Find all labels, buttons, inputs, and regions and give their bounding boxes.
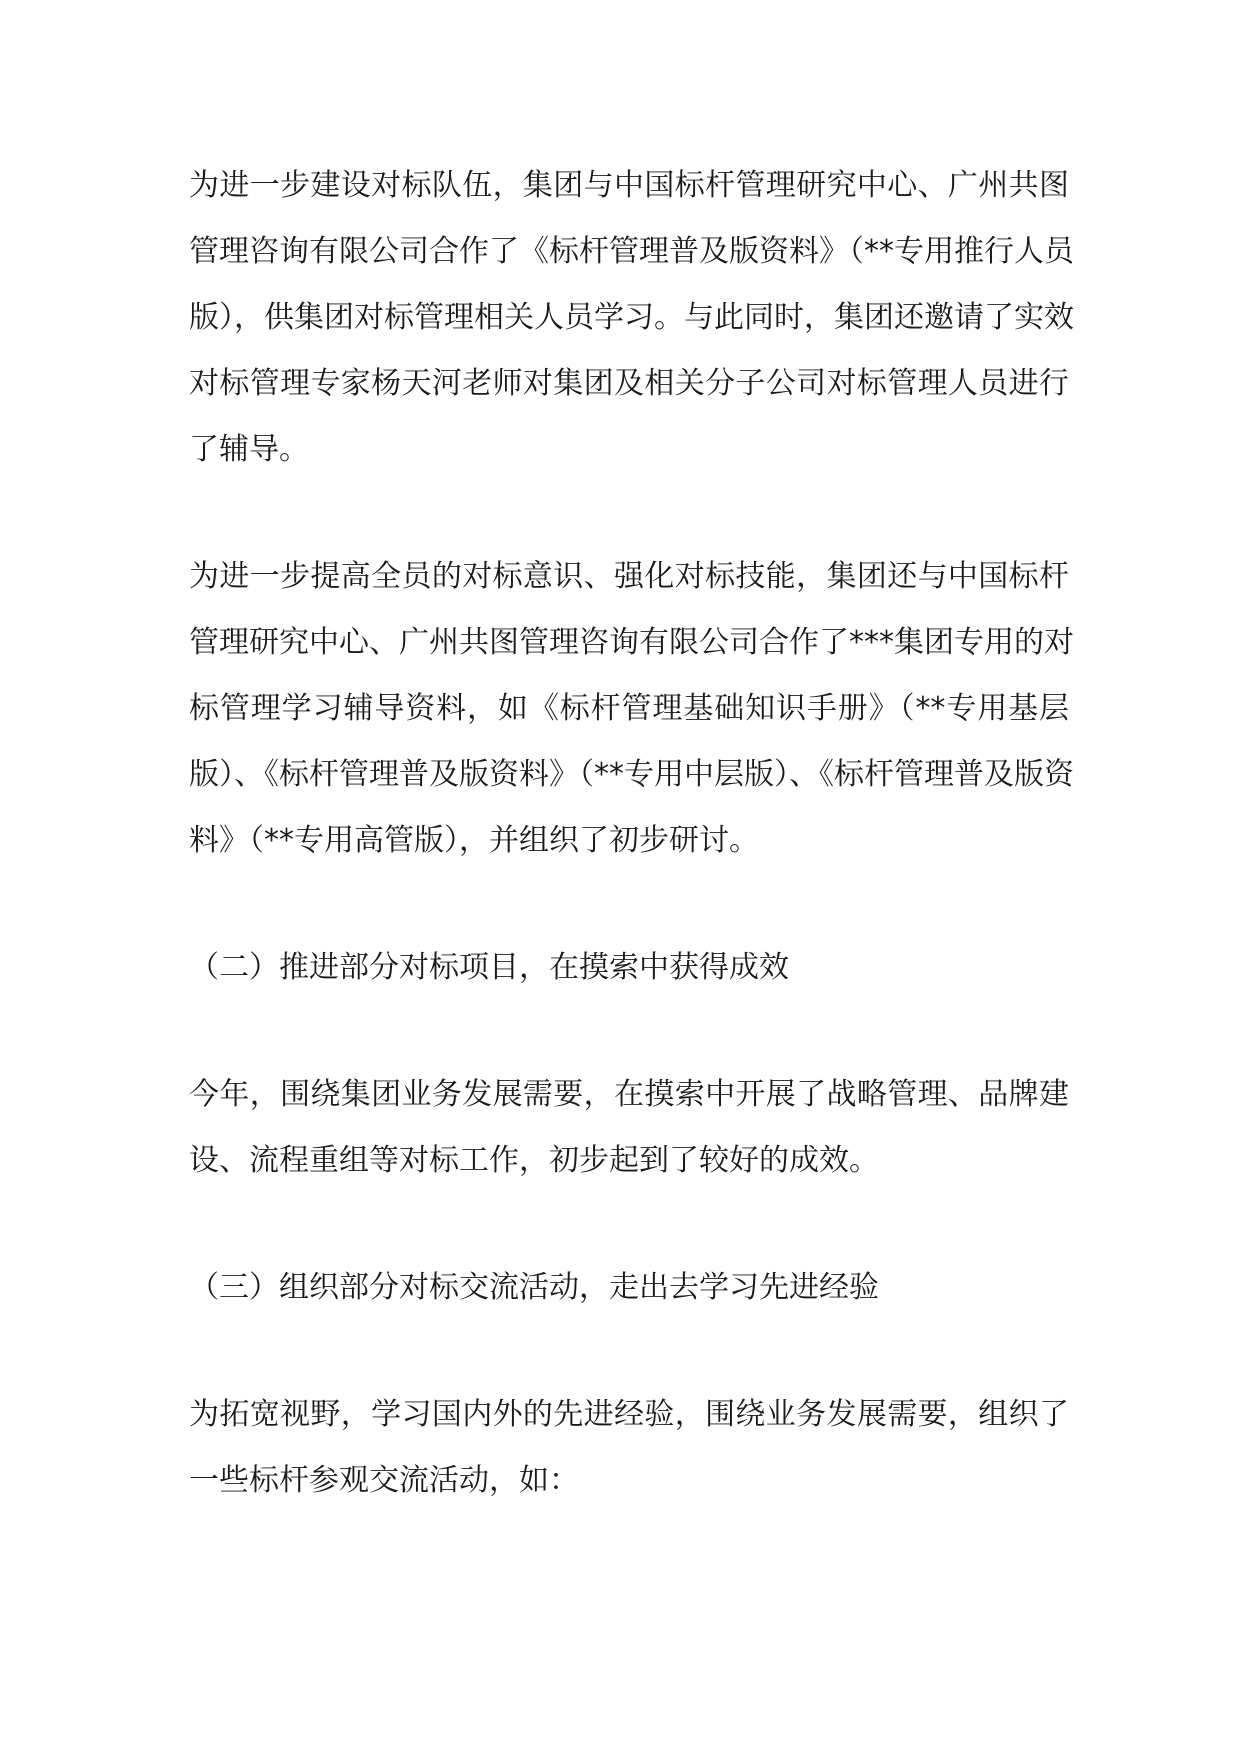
paragraph-line: 一些标杆参观交流活动，如： bbox=[189, 1463, 579, 1498]
paragraph-line: 了辅导。 bbox=[189, 432, 309, 467]
paragraph-line: 为拓宽视野，学习国内外的先进经验，围绕业务发展需要，组织了 bbox=[189, 1397, 1069, 1432]
section-heading: （二）推进部分对标项目，在摸索中获得成效 bbox=[189, 950, 789, 985]
paragraph-line: 为进一步提高全员的对标意识、强化对标技能，集团还与中国标杆 bbox=[189, 559, 1069, 594]
paragraph-line: 设、流程重组等对标工作，初步起到了较好的成效。 bbox=[189, 1143, 879, 1178]
paragraph-line: 版）、《标杆管理普及版资料》（**专用中层版）、《标杆管理普及版资 bbox=[189, 757, 1074, 792]
paragraph-line: 对标管理专家杨天河老师对集团及相关分子公司对标管理人员进行 bbox=[189, 366, 1069, 401]
paragraph-line: 版），供集团对标管理相关人员学习。与此同时，集团还邀请了实效 bbox=[189, 300, 1074, 335]
paragraph-line: 标管理学习辅导资料，如《标杆管理基础知识手册》（**专用基层 bbox=[189, 691, 1069, 726]
paragraph-line: 管理研究中心、广州共图管理咨询有限公司合作了***集团专用的对 bbox=[189, 625, 1074, 660]
section-heading: （三）组织部分对标交流活动，走出去学习先进经验 bbox=[189, 1270, 879, 1305]
paragraph-line: 管理咨询有限公司合作了《标杆管理普及版资料》（**专用推行人员 bbox=[189, 234, 1074, 269]
paragraph-line: 料》（**专用高管版），并组织了初步研讨。 bbox=[189, 823, 759, 858]
paragraph-line: 今年，围绕集团业务发展需要，在摸索中开展了战略管理、品牌建 bbox=[189, 1077, 1069, 1112]
paragraph-line: 为进一步建设对标队伍，集团与中国标杆管理研究中心、广州共图 bbox=[189, 168, 1069, 203]
